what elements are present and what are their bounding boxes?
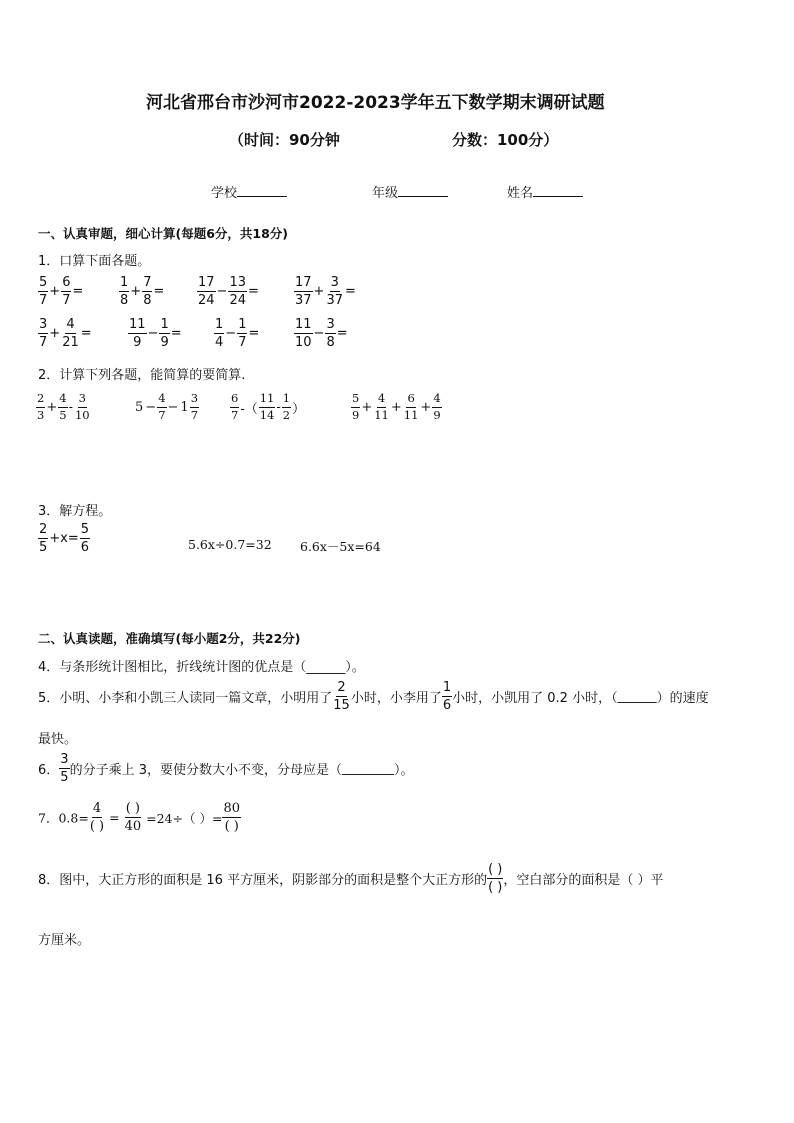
q8-blank-num[interactable]: ( ) [488, 862, 503, 877]
q2-expr-1: $\frac{2}{3}$ + $\frac{4}{5}$ - $\frac{3}{10}$ [37, 391, 90, 422]
q5: 5．小明、小李和小凯三人读同一篇文章，小明用了 $\frac{2}{15}$ 小时，小李用了 $\frac{1}{6}$ 小时，小凯用了 0.2 小时，（______）的速度 [38, 680, 709, 713]
q1-item-6: $\frac{11}{9}$ − $\frac{1}{9}$ = [129, 317, 182, 350]
q6-blank[interactable]: ________ [341, 761, 394, 776]
q1-item-2: $\frac{1}{8}$ + $\frac{7}{8}$ = [120, 275, 165, 308]
school-label: 学校 [211, 186, 238, 201]
grade-label: 年级 [372, 186, 399, 201]
q1-item-3: $\frac{17}{24}$ − $\frac{13}{24}$ = [198, 275, 259, 308]
q3-eq-2: 5.6x÷0.7=32 [188, 537, 272, 552]
name-label: 姓名 [507, 186, 534, 201]
section2-heading: 二、认真读题，准确填写(每小题2分，共22分) [38, 631, 301, 646]
q3-eq-3: 6.6x－5x=64 [300, 539, 381, 554]
q3-label: 3．解方程。 [38, 504, 112, 519]
q1-item-4: $\frac{17}{37}$ + $\frac{3}{37}$ = [295, 275, 356, 308]
q1-label: 1．口算下面各题。 [38, 254, 151, 269]
grade-field[interactable] [372, 182, 448, 201]
q2-label: 2．计算下列各题，能简算的要简算. [38, 368, 246, 383]
q2-expr-2: 5 − $\frac{4}{7}$ − 1 $\frac{3}{7}$ [135, 391, 199, 422]
school-field[interactable] [211, 182, 287, 201]
q7: 7．0.8= $\frac{4}{( )}$ = $\frac{( )}{40}$ =24÷（ ）= $\frac{80}{( )}$ [38, 801, 240, 834]
q1-item-8: $\frac{11}{10}$ − $\frac{3}{8}$ = [295, 317, 348, 350]
q1-item-1: $\frac{5}{7}$ + $\frac{6}{7}$ = [39, 275, 84, 308]
q8-line2: 方厘米。 [38, 933, 91, 948]
q7-blank-2[interactable]: ( ) [125, 801, 140, 816]
page-title: 河北省邢台市沙河市2022-2023学年五下数学期末调研试题 [146, 93, 605, 113]
q1-item-7: $\frac{1}{4}$ − $\frac{1}{7}$ = [215, 317, 260, 350]
q6: 6． $\frac{3}{5}$ 的分子乘上 3，要使分数大小不变，分母应是（________）。 [38, 752, 414, 785]
q1-item-5: $\frac{3}{7}$ + $\frac{4}{21}$ = [39, 317, 92, 350]
q8: 8．图中，大正方形的面积是 16 平方厘米，阴影部分的面积是整个大正方形的 $\frac{( )}{( )}$ ，空白部分的面积是（ ）平 [38, 862, 664, 895]
q5-blank[interactable]: ______ [617, 689, 657, 704]
q5-line2: 最快。 [38, 732, 78, 747]
q2-expr-3: $\frac{6}{7}$ -（ $\frac{11}{14}$ - $\frac{1}{2}$ ） [231, 391, 306, 422]
q4: 4．与条形统计图相比，折线统计图的优点是（______）。 [38, 660, 365, 675]
exam-score: 分数：100分） [452, 131, 559, 149]
q2-expr-4: $\frac{5}{9}$ + $\frac{4}{11}$ + $\frac{6}{11}$ + $\frac{4}{9}$ [352, 391, 441, 422]
name-field[interactable] [507, 182, 583, 201]
q7-blank-1[interactable]: ( ) [89, 819, 105, 834]
exam-time: （时间：90分钟 [229, 131, 340, 149]
section1-heading: 一、认真审题，细心计算(每题6分，共18分) [38, 226, 289, 241]
q8-blank-den[interactable]: ( ) [488, 880, 503, 895]
q7-blank-3[interactable]: ( ) [224, 819, 239, 834]
q3-eq-1: $\frac{2}{5}$ +x= $\frac{5}{6}$ [39, 522, 90, 555]
q4-blank[interactable]: ______ [306, 660, 346, 675]
